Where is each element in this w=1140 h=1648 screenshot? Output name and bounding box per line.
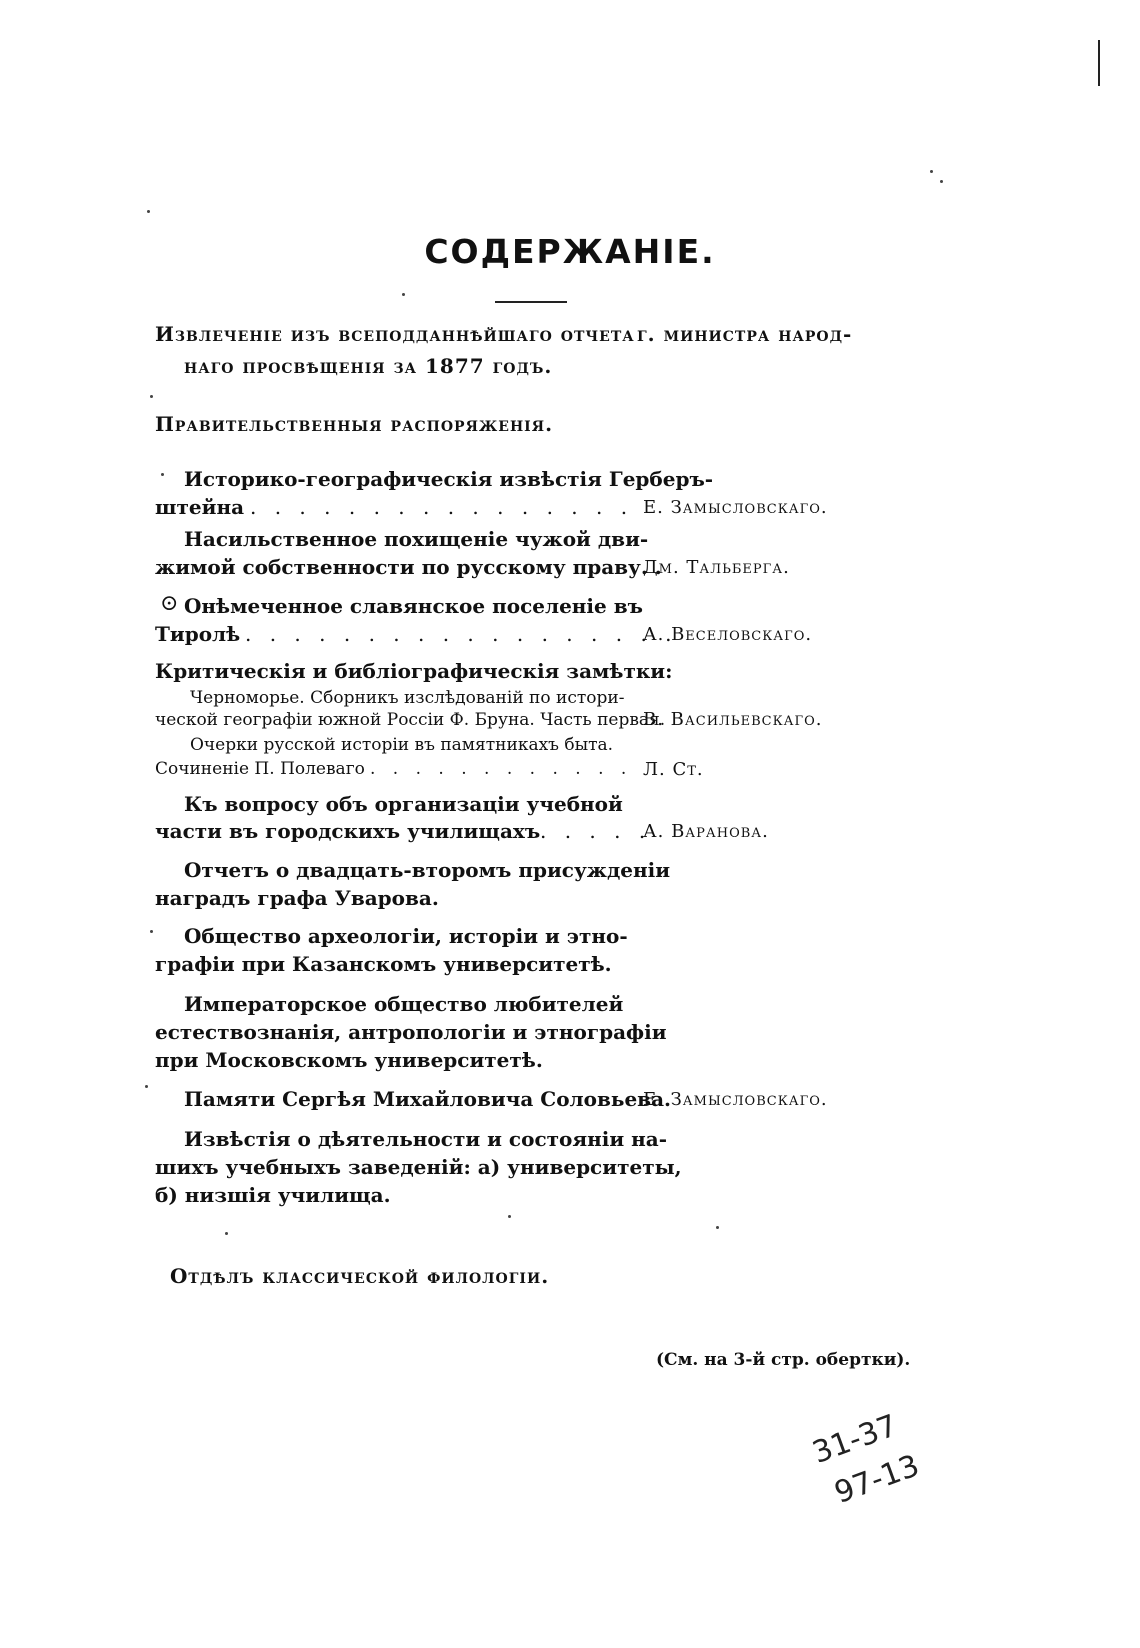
entry-4-sub-2-author: Л. Ст. xyxy=(643,759,704,780)
section-classical-philology: Отдѣлъ классической филологіи. xyxy=(170,1264,550,1288)
entry-3-line-2: Тиролѣ xyxy=(155,622,241,646)
entry-4-sub-1-author: В. Васильевскаго. xyxy=(643,709,823,730)
page-title: СОДЕРЖАНІЕ. xyxy=(424,232,716,271)
entry-8-line-3: при Московскомъ университетѣ. xyxy=(155,1048,543,1072)
entry-8-line-1: Императорское общество любителей xyxy=(184,992,624,1016)
entry-2-author: Дм. Тальберга. xyxy=(643,557,790,578)
entry-5-author: А. Варанова. xyxy=(643,821,769,842)
print-speck xyxy=(150,395,153,398)
section-government: Правительственныя распоряженія. xyxy=(155,412,554,436)
footnote: (См. на 3-й стр. обертки). xyxy=(656,1350,911,1370)
entry-1-leader: . . . . . . . . . . . . . . . . xyxy=(250,495,634,519)
entry-9-line-1: Памяти Сергѣя Михайловича Соловьева. xyxy=(184,1087,672,1111)
entry-4-sub-1a: Черноморье. Сборникъ изслѣдованій по истори- xyxy=(190,688,625,708)
entry-4-sub-2-leader: . . . . . . . . . . . . xyxy=(370,759,633,779)
entry-5-leader: . . . . . xyxy=(540,819,652,843)
entry-1-line-1: Историко-географическія извѣстія Герберъ- xyxy=(184,467,714,491)
print-speck xyxy=(402,293,405,296)
print-speck xyxy=(940,180,943,183)
circle-mark: ⊙ xyxy=(160,591,179,616)
entry-10-line-3: б) низшія училища. xyxy=(155,1183,391,1207)
print-speck xyxy=(147,210,150,213)
entry-6-line-2: наградъ графа Уварова. xyxy=(155,886,439,910)
intro-line-1a: Извлеченіе изъ всеподданнѣйшаго отчета xyxy=(155,322,635,346)
entry-5-line-1: Къ вопросу объ организаціи учебной xyxy=(184,792,623,816)
print-speck xyxy=(225,1232,228,1235)
print-speck xyxy=(145,1085,148,1088)
print-speck xyxy=(508,1215,511,1218)
entry-4-sub-2b: Сочиненіе П. Полеваго xyxy=(155,759,365,779)
entry-3-leader: . . . . . . . . . . . . . . . . . . xyxy=(245,622,678,646)
entry-2-line-2: жимой собственности по русскому праву. . xyxy=(155,555,662,579)
entry-10-line-1: Извѣстія о дѣятельности и состояніи на- xyxy=(184,1127,668,1151)
intro-line-2: наго просвѣщенія за 1877 годъ. xyxy=(184,354,553,378)
entry-4-sub-1b: ческой географіи южной Россіи Ф. Бруна. Часть первая. xyxy=(155,710,666,730)
entry-6-line-1: Отчетъ о двадцать-второмъ присужденіи xyxy=(184,858,671,882)
entry-8-line-2: естествознанія, антропологіи и этнографіи xyxy=(155,1020,667,1044)
entry-7-line-2: графіи при Казанскомъ университетѣ. xyxy=(155,952,612,976)
print-speck xyxy=(716,1226,719,1229)
entry-1-author: Е. Замысловскаго. xyxy=(643,497,828,518)
entry-10-line-2: шихъ учебныхъ заведеній: а) университеты, xyxy=(155,1155,682,1179)
entry-9-author: Е. Замысловскаго. xyxy=(643,1089,828,1110)
print-speck xyxy=(161,473,164,476)
entry-5-line-2: части въ городскихъ училищахъ xyxy=(155,819,541,843)
print-speck xyxy=(150,930,153,933)
handwritten-note-2: 97-13 xyxy=(830,1448,924,1511)
title-rule xyxy=(495,301,567,303)
print-speck xyxy=(930,170,933,173)
entry-3-line-1: Онѣмеченное славянское поселеніе въ xyxy=(184,594,643,618)
entry-4-heading: Критическія и библіографическія замѣтки: xyxy=(155,659,673,683)
handwritten-note-1: 31-37 xyxy=(808,1408,902,1471)
entry-4-sub-2a: Очерки русской исторіи въ памятникахъ быта. xyxy=(190,735,614,755)
entry-7-line-1: Общество археологіи, исторіи и этно- xyxy=(184,924,628,948)
intro-line-1b: г. министра народ- xyxy=(637,322,853,346)
entry-3-author: А. Веселовскаго. xyxy=(643,624,813,645)
entry-1-line-2: штейна xyxy=(155,495,245,519)
entry-2-line-1: Насильственное похищеніе чужой дви- xyxy=(184,527,649,551)
page-edge-mark xyxy=(1098,40,1100,86)
